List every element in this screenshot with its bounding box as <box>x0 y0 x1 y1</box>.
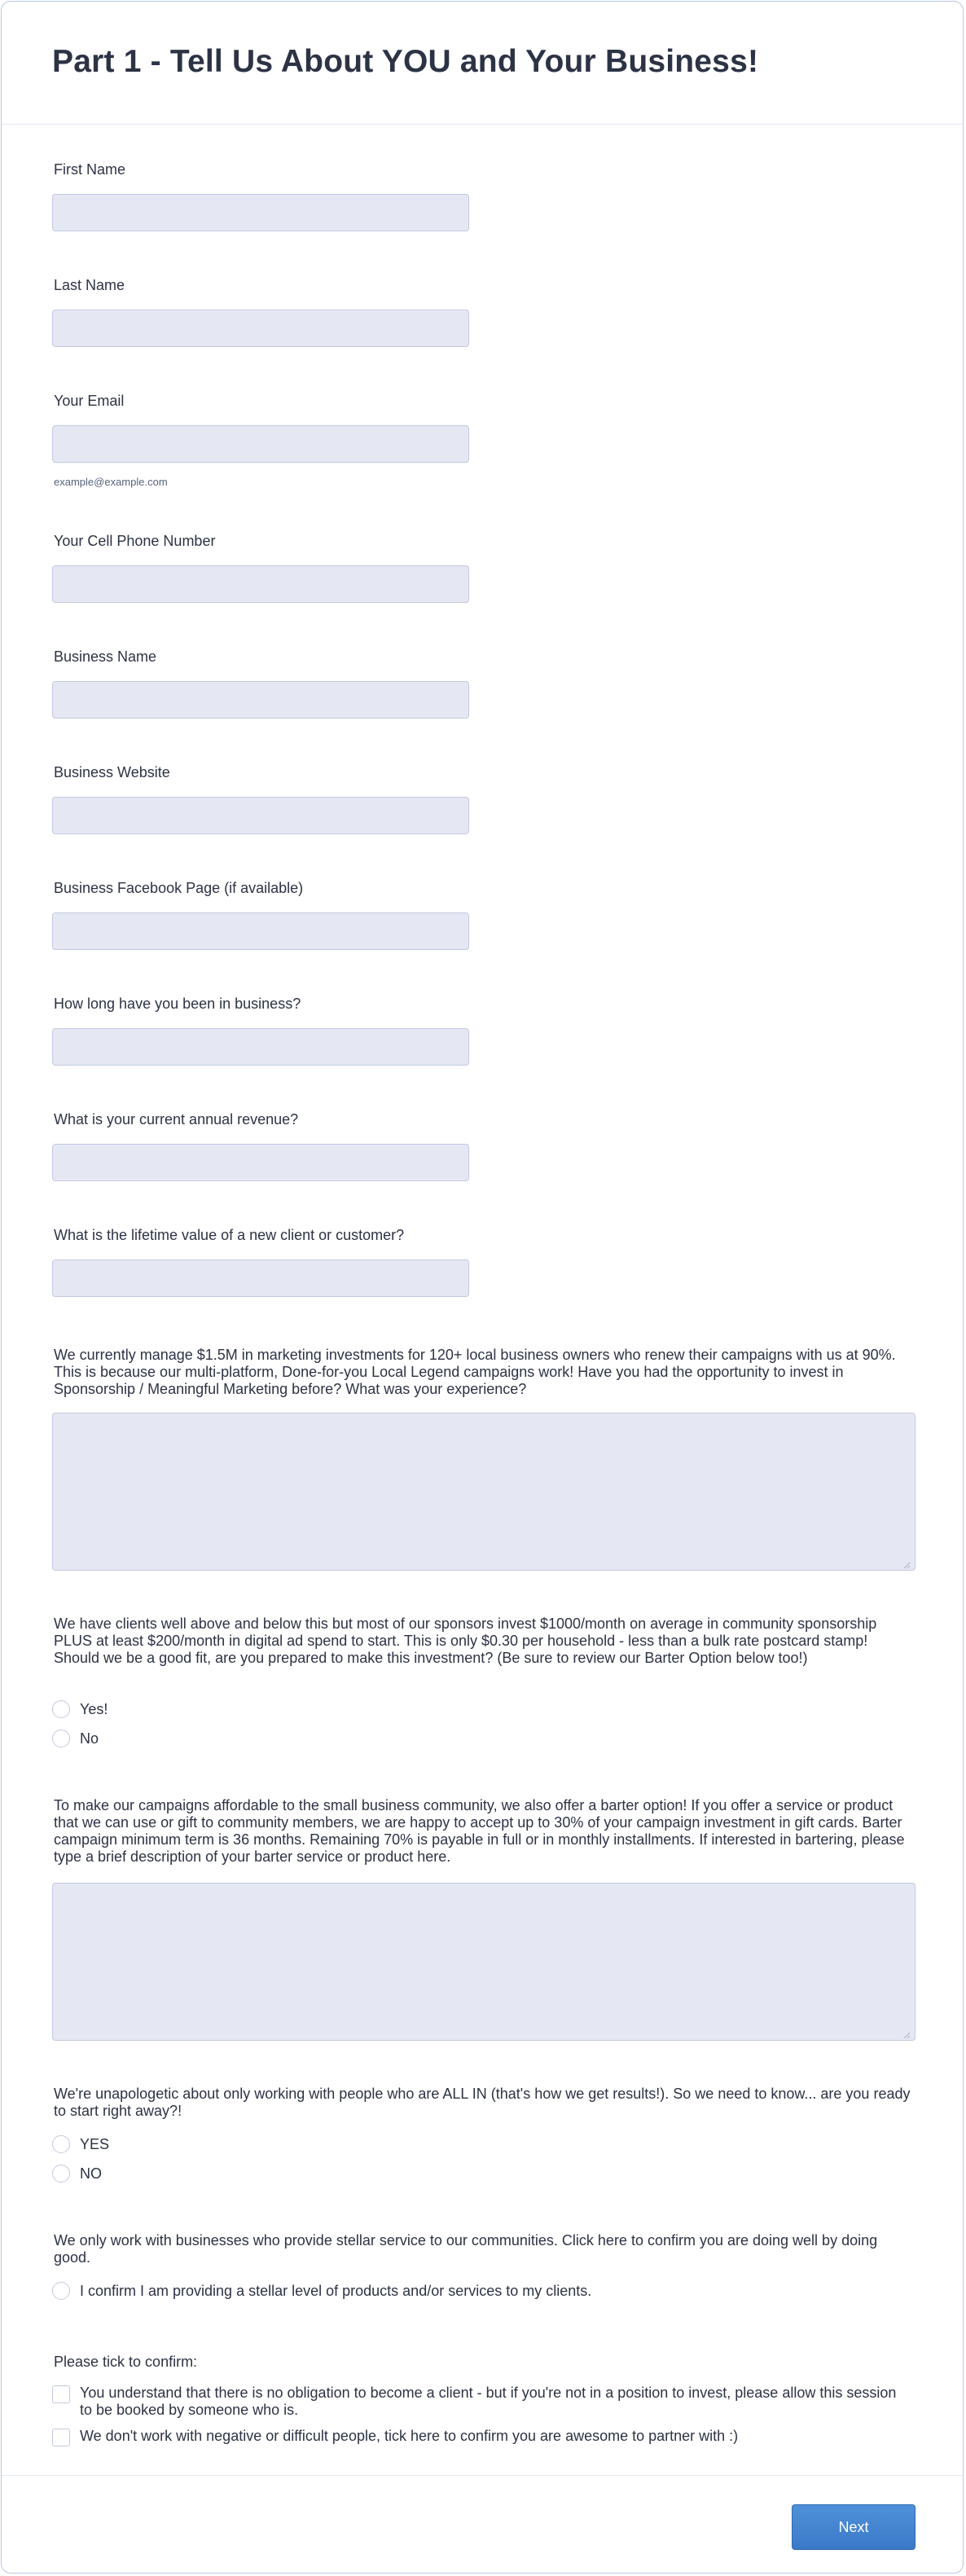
barter-question: To make our campaigns affordable to the small business community, we also offer a barter option! If you offer a service or product that we can use or gift to community members, we are happy to accept up to 30% of your campaign investment in gift cards. Barter campaign minimum term is 36 months. Remaining 70% is payable in full or in monthly installments. If interested in bartering, please type a brief description of your barter service or product here. <box>54 1797 905 1865</box>
investment-option-no[interactable] <box>52 1728 99 1749</box>
confirm-no-obligation[interactable] <box>52 2385 916 2419</box>
option-label: No <box>80 1730 99 1747</box>
first-name-input[interactable] <box>52 194 469 231</box>
next-button[interactable]: Next <box>792 2504 916 2550</box>
lifetime-value-input[interactable] <box>52 1259 469 1297</box>
business-name-input[interactable] <box>52 681 469 719</box>
email-sublabel: example@example.com <box>54 476 168 488</box>
investment-question: We have clients well above and below this but most of our sponsors invest $1000/month on average in community sponsorship PLUS at least $200/month in digital ad spend to start. This is only $0.30 per household - less than a bulk rate postcard stamp! Should we be a good fit, are you prepared to make this investment? (Be sure to review our Barter Option below too!) <box>54 1615 877 1666</box>
stellar-service-option[interactable] <box>52 2280 591 2301</box>
option-label: Yes! <box>80 1700 108 1717</box>
radio-button[interactable] <box>52 1730 70 1747</box>
resize-grip-icon[interactable] <box>902 2031 911 2039</box>
barter-textarea[interactable] <box>52 1883 916 2041</box>
cell-phone-label: Your Cell Phone Number <box>54 533 216 549</box>
email-input[interactable] <box>52 425 469 463</box>
all-in-option-yes[interactable] <box>52 2134 109 2155</box>
years-in-business-input[interactable] <box>52 1028 469 1066</box>
investment-option-yes[interactable] <box>52 1699 108 1720</box>
resize-grip-icon[interactable] <box>902 1561 911 1569</box>
checkbox[interactable] <box>52 2385 70 2403</box>
years-in-business-label: How long have you been in business? <box>54 996 301 1012</box>
sponsorship-experience-question: We currently manage $1.5M in marketing investments for 120+ local business owners who renew their campaigns with us at 90%. This is because our multi-platform, Done-for-you Local Legend campaigns work! Have you had the opportunity to invest in Sponsorship / Meaningful Marketing before? What was your experience? <box>54 1347 896 1397</box>
confirm-label: Please tick to confirm: <box>54 2354 198 2370</box>
facebook-page-label: Business Facebook Page (if available) <box>54 880 304 896</box>
all-in-question: We're unapologetic about only working with people who are ALL IN (that's how we get results!). So we need to know... are you ready to start right away?! <box>54 2086 911 2119</box>
radio-button[interactable] <box>52 2135 70 2153</box>
radio-button[interactable] <box>52 2165 70 2183</box>
annual-revenue-label: What is your current annual revenue? <box>54 1111 299 1128</box>
checkbox[interactable] <box>52 2429 70 2446</box>
lifetime-value-label: What is the lifetime value of a new client or customer? <box>54 1227 405 1243</box>
stellar-service-question: We only work with businesses who provide stellar service to our communities. Click here to confirm you are doing well by doing good. <box>54 2232 878 2266</box>
email-label: Your Email <box>54 393 125 409</box>
radio-button[interactable] <box>52 1700 70 1718</box>
all-in-option-no[interactable] <box>52 2163 102 2184</box>
form-header <box>2 2 963 125</box>
option-label: I confirm I am providing a stellar level of products and/or services to my clients. <box>80 2282 592 2299</box>
last-name-label: Last Name <box>54 277 125 293</box>
page-title: Part 1 - Tell Us About YOU and Your Business! <box>52 44 759 79</box>
business-website-label: Business Website <box>54 764 170 780</box>
confirm-awesome-partner[interactable] <box>52 2428 916 2446</box>
annual-revenue-input[interactable] <box>52 1144 469 1181</box>
option-label: YES <box>80 2135 110 2152</box>
first-name-label: First Name <box>54 161 126 178</box>
last-name-input[interactable] <box>52 310 469 347</box>
option-label: NO <box>80 2165 102 2182</box>
checkbox-label: You understand that there is no obligation to become a client - but if you're not in a position to invest, please allow this session to be booked by someone who is. <box>80 2385 897 2418</box>
cell-phone-input[interactable] <box>52 565 469 603</box>
business-website-input[interactable] <box>52 797 469 834</box>
facebook-page-input[interactable] <box>52 912 469 950</box>
sponsorship-experience-textarea[interactable] <box>52 1413 916 1571</box>
radio-button[interactable] <box>52 2282 70 2300</box>
checkbox-label: We don't work with negative or difficult people, tick here to confirm you are awesome to partner with :) <box>80 2428 739 2444</box>
business-name-label: Business Name <box>54 648 157 665</box>
form-card <box>1 1 964 2574</box>
